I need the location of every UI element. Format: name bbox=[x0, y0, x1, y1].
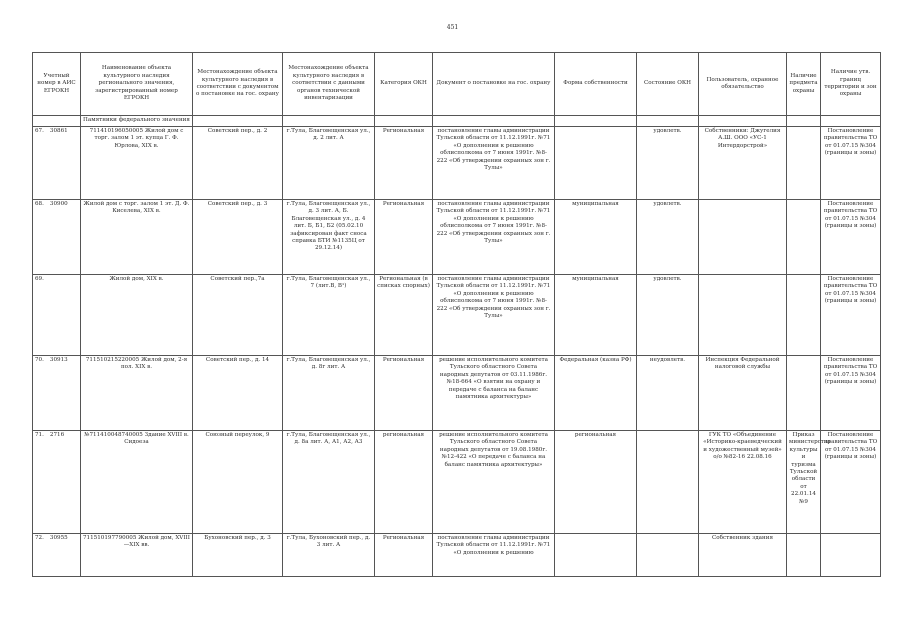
ownership: муниципальная bbox=[555, 275, 637, 356]
user: Собственники: Джугелия А.Ш. ООО «УС-1 Интердорстрой» bbox=[699, 127, 787, 200]
user: ГУК ТО «Объединение «Историко-краеведческий и художественный музей» о/о №82-16 22.08.16 bbox=[699, 431, 787, 534]
protection-document: постановление главы администрации Тульской области от 11.12.1991г. №71 «О дополнении к решению облисполкома от 7 июня 1991г. №8-222 «Об утверждении охранных зон г. Тулы» bbox=[433, 127, 555, 200]
location-document: Советский пер., д. 14 bbox=[193, 356, 283, 431]
user bbox=[699, 200, 787, 275]
category: региональная bbox=[375, 431, 433, 534]
row-number-cell bbox=[33, 275, 81, 356]
object-name: 711510215220005 Жилой дом, 2-я пол. XIX в. bbox=[81, 356, 193, 431]
table-row bbox=[33, 127, 881, 200]
object-name: Жилой дом с торг. залом 1 эт. Д. Ф. Киселева, XIX в. bbox=[81, 200, 193, 275]
protection-subject: Приказ министерства культуры и туризма Тульской области от 22.01.14 №9 bbox=[787, 431, 821, 534]
table-row bbox=[33, 200, 881, 275]
location-technical: г.Тула, Благовещенская ул., 7 (лит.В, В¹) bbox=[283, 275, 375, 356]
row-number-cell bbox=[33, 127, 81, 200]
ownership: региональная bbox=[555, 431, 637, 534]
condition bbox=[637, 534, 699, 577]
table-row bbox=[33, 534, 881, 577]
subheader-label: Памятники федерального значения bbox=[81, 116, 193, 127]
location-document: Бухоновский пер., д. 3 bbox=[193, 534, 283, 577]
condition: удовлетв. bbox=[637, 200, 699, 275]
row-number: 70. bbox=[35, 357, 44, 363]
table-header-row bbox=[33, 53, 881, 116]
protection-document: решение исполнительного комитета Тульского областного Совета народных депутатов от 19.08.1980г. №12-422 «О передаче с баланса на баланс памятника архитектуры» bbox=[433, 431, 555, 534]
row-number: 69. bbox=[35, 276, 44, 282]
object-name: 711510197790005 Жилой дом, XVIII—XIX вв. bbox=[81, 534, 193, 577]
condition: неудовлетв. bbox=[637, 356, 699, 431]
registry-id: 2716 bbox=[49, 432, 65, 438]
location-document: Советский пер., д. 2 bbox=[193, 127, 283, 200]
row-number-cell bbox=[33, 534, 81, 577]
location-document: Союзный переулок, 9 bbox=[193, 431, 283, 534]
header-cell: Форма собственности bbox=[555, 53, 637, 116]
ownership bbox=[555, 534, 637, 577]
row-number-cell bbox=[33, 200, 81, 275]
protection-subject bbox=[787, 356, 821, 431]
subheader-row bbox=[33, 116, 881, 127]
borders: Постановление правительства ТО от 01.07.15 №304 (границы и зоны) bbox=[821, 127, 881, 200]
condition: удовлетв. bbox=[637, 127, 699, 200]
borders: Постановление правительства ТО от 01.07.15 №304 (границы и зоны) bbox=[821, 431, 881, 534]
header-cell: Пользователь, охранное обязательство bbox=[699, 53, 787, 116]
row-number: 71. bbox=[35, 432, 44, 438]
header-cell: Документ о постановке на гос. охрану bbox=[433, 53, 555, 116]
category: Региональная bbox=[375, 356, 433, 431]
protection-document: постановление главы администрации Тульской области от 11.12.1991г. №71 «О дополнении к решению облисполкома от 7 июня 1991г. №8-222 «Об утверждении охранных зон г. Тулы» bbox=[433, 200, 555, 275]
category: Региональная bbox=[375, 534, 433, 577]
registry-id: 30900 bbox=[49, 201, 68, 207]
category: Региональная bbox=[375, 200, 433, 275]
header-cell: Наличие утв. границ территории и зон охраны bbox=[821, 53, 881, 116]
object-name: 711410196050005 Жилой дом с торг. залом 1 эт. купца Г. Ф. Юрлова, XIX в. bbox=[81, 127, 193, 200]
location-technical: г.Тула, Благовещенская ул., д. 8а лит. А, А1, А2, А3 bbox=[283, 431, 375, 534]
category: Региональная bbox=[375, 127, 433, 200]
borders: Постановление правительства ТО от 01.07.15 №304 (границы и зоны) bbox=[821, 356, 881, 431]
location-technical: г.Тула, Благовещенская ул., д. 3 лит. А, Б. Благовещенская ул., д. 4 лит. Б, Б1, Б2 (05.02.10 зафиксирован факт сноса справка БТИ №1135Ц от 29.12.14) bbox=[283, 200, 375, 275]
protection-document: решение исполнительного комитета Тульского областного Совета народных депутатов от 03.11.1986г. №18-664 «О взятии на охрану и передаче с баланса на баланс памятника архитектуры» bbox=[433, 356, 555, 431]
page-number: 451 bbox=[446, 24, 459, 31]
borders bbox=[821, 534, 881, 577]
location-technical: г.Тула, Благовещенская ул., д. 2 лит. А bbox=[283, 127, 375, 200]
header-cell: Наличие предмета охраны bbox=[787, 53, 821, 116]
category: Региональная (в списках спорных) bbox=[375, 275, 433, 356]
user bbox=[699, 275, 787, 356]
location-document: Советский пер., д. 3 bbox=[193, 200, 283, 275]
row-number: 68. bbox=[35, 201, 44, 207]
row-number-cell bbox=[33, 431, 81, 534]
location-technical: г.Тула, Благовещенская ул., д. 8г лит. А bbox=[283, 356, 375, 431]
protection-document: постановление главы администрации Тульской области от 11.12.1991г. №71 «О дополнении к решению bbox=[433, 534, 555, 577]
registry-id: 30955 bbox=[49, 535, 68, 541]
header-cell: Учетный номер в АИС ЕГРОКН bbox=[33, 53, 81, 116]
protection-document: постановление главы администрации Тульской области от 11.12.1991г. №71 «О дополнении к решению облисполкома от 7 июня 1991г. №8-222 «Об утверждении охранных зон г. Тулы» bbox=[433, 275, 555, 356]
header-cell: Местонахождение объекта культурного наследия в соответствии с документом о постановке на гос. охрану bbox=[193, 53, 283, 116]
header-cell: Состояние ОКН bbox=[637, 53, 699, 116]
location-technical: г.Тула, Бухоновский пер., д. 3 лит. А bbox=[283, 534, 375, 577]
ownership: муниципальная bbox=[555, 200, 637, 275]
header-cell: Категория ОКН bbox=[375, 53, 433, 116]
object-name: №711410048740005 Здание XVIII в. Сидоеза bbox=[81, 431, 193, 534]
condition: удовлетв. bbox=[637, 275, 699, 356]
table-row bbox=[33, 356, 881, 431]
protection-subject bbox=[787, 275, 821, 356]
registry-id: 30861 bbox=[49, 128, 68, 134]
borders: Постановление правительства ТО от 01.07.15 №304 (границы и зоны) bbox=[821, 200, 881, 275]
protection-subject bbox=[787, 200, 821, 275]
header-cell: Наименование объекта культурного наследия регионального значения, зарегистрированный номер ЕГРОКН bbox=[81, 53, 193, 116]
protection-subject bbox=[787, 534, 821, 577]
row-number-cell bbox=[33, 356, 81, 431]
condition bbox=[637, 431, 699, 534]
row-number: 67. bbox=[35, 128, 44, 134]
borders: Постановление правительства ТО от 01.07.15 №304 (границы и зоны) bbox=[821, 275, 881, 356]
user: Инспекция Федеральной налоговой службы bbox=[699, 356, 787, 431]
ownership bbox=[555, 127, 637, 200]
ownership: Федеральная (казна РФ) bbox=[555, 356, 637, 431]
table-row bbox=[33, 431, 881, 534]
table-row bbox=[33, 275, 881, 356]
row-number: 72. bbox=[35, 535, 44, 541]
registry-id: 30913 bbox=[49, 357, 68, 363]
object-name: Жилой дом, XIX в. bbox=[81, 275, 193, 356]
user: Собственник здания bbox=[699, 534, 787, 577]
protection-subject bbox=[787, 127, 821, 200]
monuments-table bbox=[32, 52, 881, 577]
header-cell: Местонахождение объекта культурного наследия в соответствии с данными органов технической инвентаризации bbox=[283, 53, 375, 116]
location-document: Советский пер.,7а bbox=[193, 275, 283, 356]
